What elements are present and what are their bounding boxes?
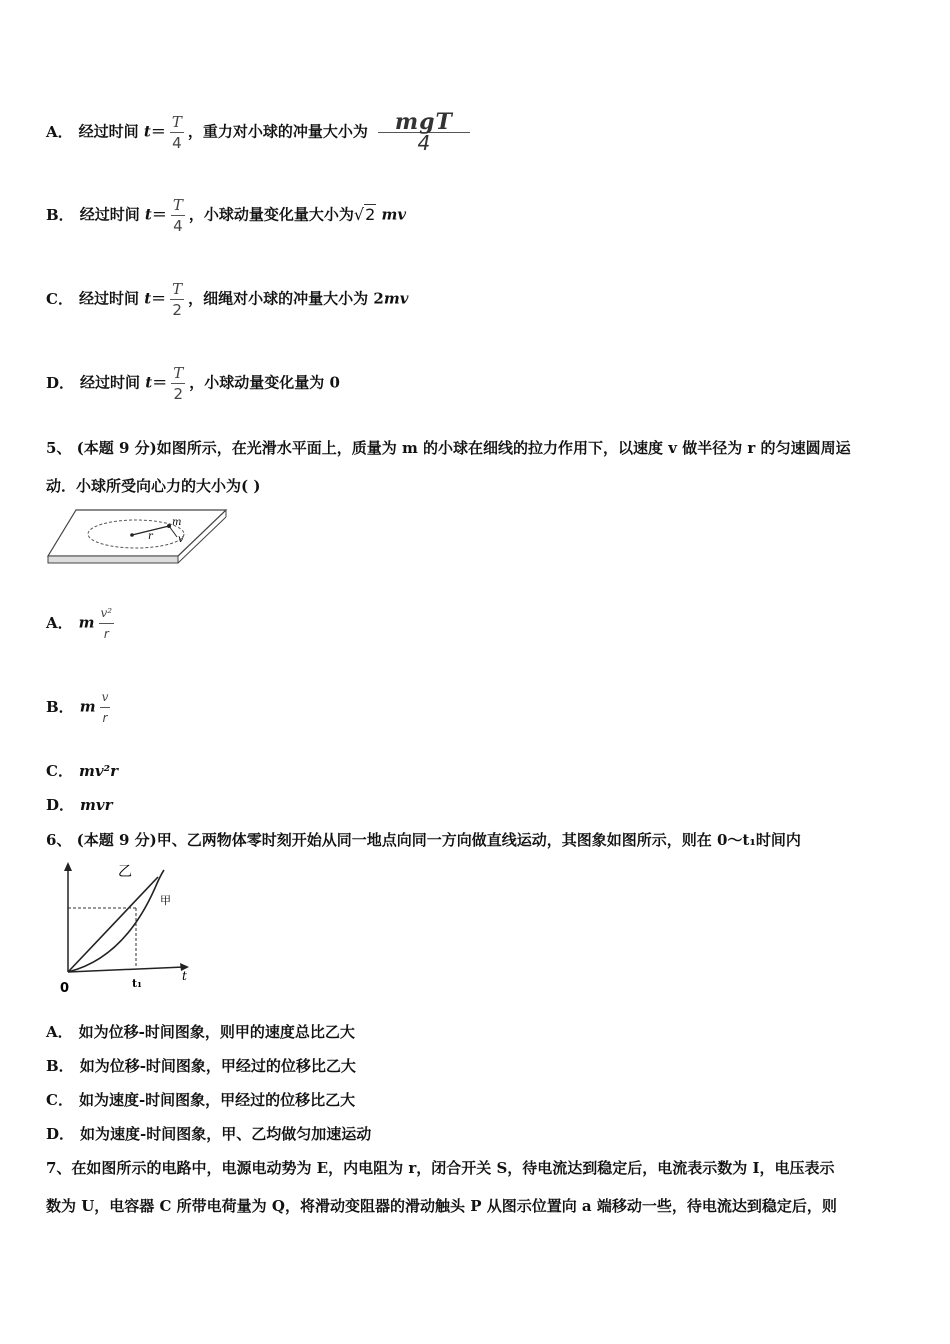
q7-stem-line2: 数为 U，电容器 C 所带电荷量为 Q，将滑动变阻器的滑动触头 P 从图示位置向 a 端移动一些，待电流达到稳定后，则: [46, 1197, 837, 1215]
fraction-v-over-r: $\frac{v}{r}$: [101, 690, 109, 725]
q5-option-b: B． m $\frac{v}{r}$: [46, 687, 114, 728]
fraction-t-over-4: $\frac{T}{4}$: [172, 196, 183, 235]
q6-option-c: C． 如为速度-时间图象，甲经过的位移比乙大: [46, 1091, 356, 1109]
q5-option-d: D． mvr: [46, 796, 113, 814]
label-origin: 0: [60, 981, 70, 996]
label-yi: 乙: [118, 864, 132, 880]
q6-option-a: A． 如为位移-时间图象，则甲的速度总比乙大: [46, 1023, 355, 1041]
q5-figure-circular-motion: [46, 506, 231, 568]
q4-option-b: B． 经过时间 t＝ $\frac{T}{4}$ ，小球动量变化量大小为√2 mv: [46, 196, 407, 235]
label-jia: 甲: [160, 894, 171, 907]
q5-option-c: C． mv²r: [46, 762, 119, 780]
q7-stem-line1: 7、在如图所示的电路中，电源电动势为 E，内电阻为 r，闭合开关 S，待电流达到稳定后，电流表示数为 I，电压表示: [46, 1159, 835, 1177]
q5-stem-line2: 动．小球所受向心力的大小为( ): [46, 477, 261, 495]
q6-figure-graph: [52, 860, 202, 1000]
q6-option-b: B． 如为位移-时间图象，甲经过的位移比乙大: [46, 1057, 356, 1075]
fraction-v2-over-r: $\frac{\text{v²}}{r}$: [100, 606, 113, 641]
label-t: t: [182, 969, 187, 983]
q5-option-a: A． m $\frac{\text{v²}}{r}$: [46, 603, 118, 644]
label-v: v: [178, 534, 184, 545]
fraction-mgt-over-4: $\frac{\text{mgT}}{4}$: [378, 112, 470, 153]
q6-option-d: D． 如为速度-时间图象，甲、乙均做匀加速运动: [46, 1125, 372, 1143]
fraction-t-over-2: $\frac{T}{2}$: [173, 364, 184, 403]
sqrt-symbol: √2: [353, 204, 376, 224]
label-t1: t₁: [132, 977, 142, 990]
q6-stem: 6、 (本题 9 分)甲、乙两物体零时刻开始从同一地点向同一方向做直线运动，其图象如图所示，则在 0～t₁时间内: [46, 831, 801, 849]
q4-option-a: A． 经过时间 t＝ $\frac{T}{4}$ ，重力对小球的冲量大小为 $\frac{\text{mgT}}{4}$: [46, 112, 474, 153]
label-m: m: [172, 517, 182, 528]
fraction-t-over-4: $\frac{T}{4}$: [171, 113, 182, 152]
fraction-t-over-2: $\frac{T}{2}$: [172, 280, 183, 319]
q4-option-d: D． 经过时间 t＝ $\frac{T}{2}$ ，小球动量变化量为 0: [46, 364, 340, 403]
label-r: r: [148, 531, 153, 542]
q4-option-c: C． 经过时间 t＝ $\frac{T}{2}$ ，细绳对小球的冲量大小为 2mv: [46, 280, 409, 319]
q5-stem-line1: 5、 (本题 9 分)如图所示，在光滑水平面上，质量为 m 的小球在细线的拉力作用下，以速度 v 做半径为 r 的匀速圆周运: [46, 439, 851, 457]
